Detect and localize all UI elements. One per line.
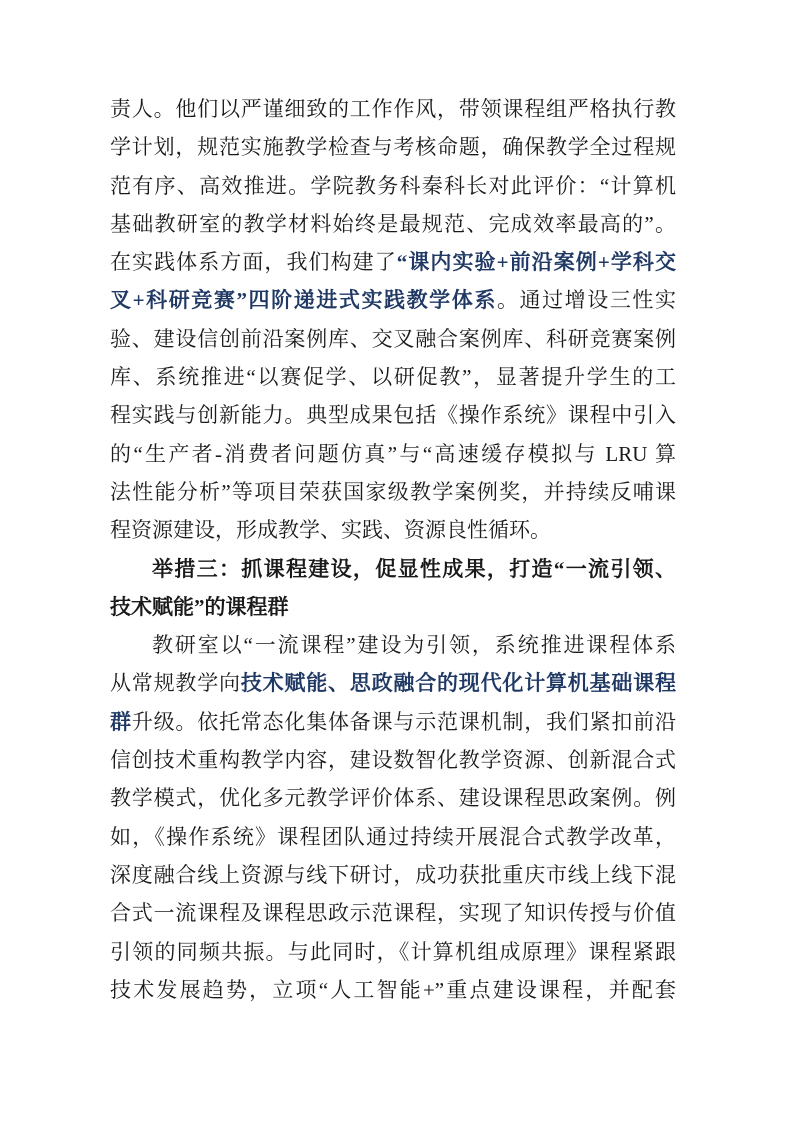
- text-run: 教学模式，优化多元教学评价体系、建设课程思政案例。例: [110, 786, 676, 811]
- text-run: 技术赋能”的课程群: [110, 594, 289, 619]
- text-line: [110, 435, 676, 473]
- text-run: 技术发展趋势，立项“人工智能+”重点建设课程，并配套: [110, 977, 676, 1002]
- text-run: 基础教研室的教学材料始终是最规范、完成效率最高的”。: [110, 211, 676, 236]
- text-run: 信创技术重构教学内容，建设数智化教学资源、创新混合式: [110, 748, 676, 773]
- highlighted-text-run: “课内实验+前沿案例+学科交: [396, 250, 676, 275]
- text-line: [110, 167, 676, 205]
- text-line: [110, 550, 676, 588]
- text-run: 在实践体系方面，我们构建了: [110, 250, 397, 275]
- text-line: [110, 971, 676, 1009]
- text-run: 范有序、高效推进。学院教务科秦科长对此评价：“计算机: [110, 173, 676, 198]
- text-run: 程资源建设，形成教学、实践、资源良性循环。: [110, 518, 551, 543]
- text-line: [110, 894, 676, 932]
- text-run: 举措三：抓课程建设，促显性成果，打造“一流引领、: [152, 556, 676, 581]
- text-line: [110, 818, 676, 856]
- text-run: 的“生产者-消费者问题仿真”与“高速缓存模拟与 LRU 算: [110, 441, 676, 466]
- text-line: [110, 741, 676, 779]
- text-line: [110, 281, 676, 319]
- text-run: 法性能分析”等项目荣获国家级教学案例奖，并持续反哺课: [110, 479, 676, 504]
- text-line: [110, 933, 676, 971]
- text-run: 深度融合线上资源与线下研讨，成功获批重庆市线上线下混: [110, 862, 676, 887]
- text-run: 合式一流课程及课程思政示范课程，实现了知识传授与价值: [110, 901, 676, 926]
- text-line: [110, 703, 676, 741]
- text-line: [110, 90, 676, 128]
- text-line: [110, 320, 676, 358]
- text-line: [110, 473, 676, 511]
- text-line: [110, 396, 676, 434]
- text-line: [110, 856, 676, 894]
- text-line: [110, 358, 676, 396]
- text-run: 从常规教学向: [110, 671, 241, 696]
- document-text-block: [110, 90, 676, 1009]
- text-run: 程实践与创新能力。典型成果包括《操作系统》课程中引入: [110, 403, 676, 428]
- text-run: 引领的同频共振。与此同时，《计算机组成原理》课程紧跟: [110, 939, 676, 964]
- text-line: [110, 511, 676, 549]
- text-run: 如，《操作系统》课程团队通过持续开展混合式教学改革，: [110, 824, 676, 849]
- text-line: [110, 205, 676, 243]
- text-line: [110, 626, 676, 664]
- text-line: [110, 779, 676, 817]
- highlighted-text-run: 叉+科研竞赛”四阶递进式实践教学体系: [110, 288, 497, 313]
- text-run: 。通过增设三性实: [496, 288, 676, 313]
- highlighted-text-run: 技术赋能、思政融合的现代化计算机基础课程: [240, 671, 676, 696]
- highlighted-text-run: 群: [110, 709, 132, 734]
- text-run: 库、系统推进“以赛促学、以研促教”，显著提升学生的工: [110, 365, 676, 390]
- text-run: 学计划，规范实施教学检查与考核命题，确保教学全过程规: [110, 135, 676, 160]
- text-run: 教研室以“一流课程”建设为引领，系统推进课程体系: [152, 633, 676, 658]
- text-line: [110, 588, 676, 626]
- text-run: 验、建设信创前沿案例库、交叉融合案例库、科研竞赛案例: [110, 326, 676, 351]
- text-run: 责人。他们以严谨细致的工作作风，带领课程组严格执行教: [110, 97, 676, 121]
- text-line: [110, 128, 676, 166]
- text-line: [110, 664, 676, 702]
- text-line: [110, 243, 676, 281]
- text-run: 升级。依托常态化集体备课与示范课机制，我们紧扣前沿: [131, 709, 676, 734]
